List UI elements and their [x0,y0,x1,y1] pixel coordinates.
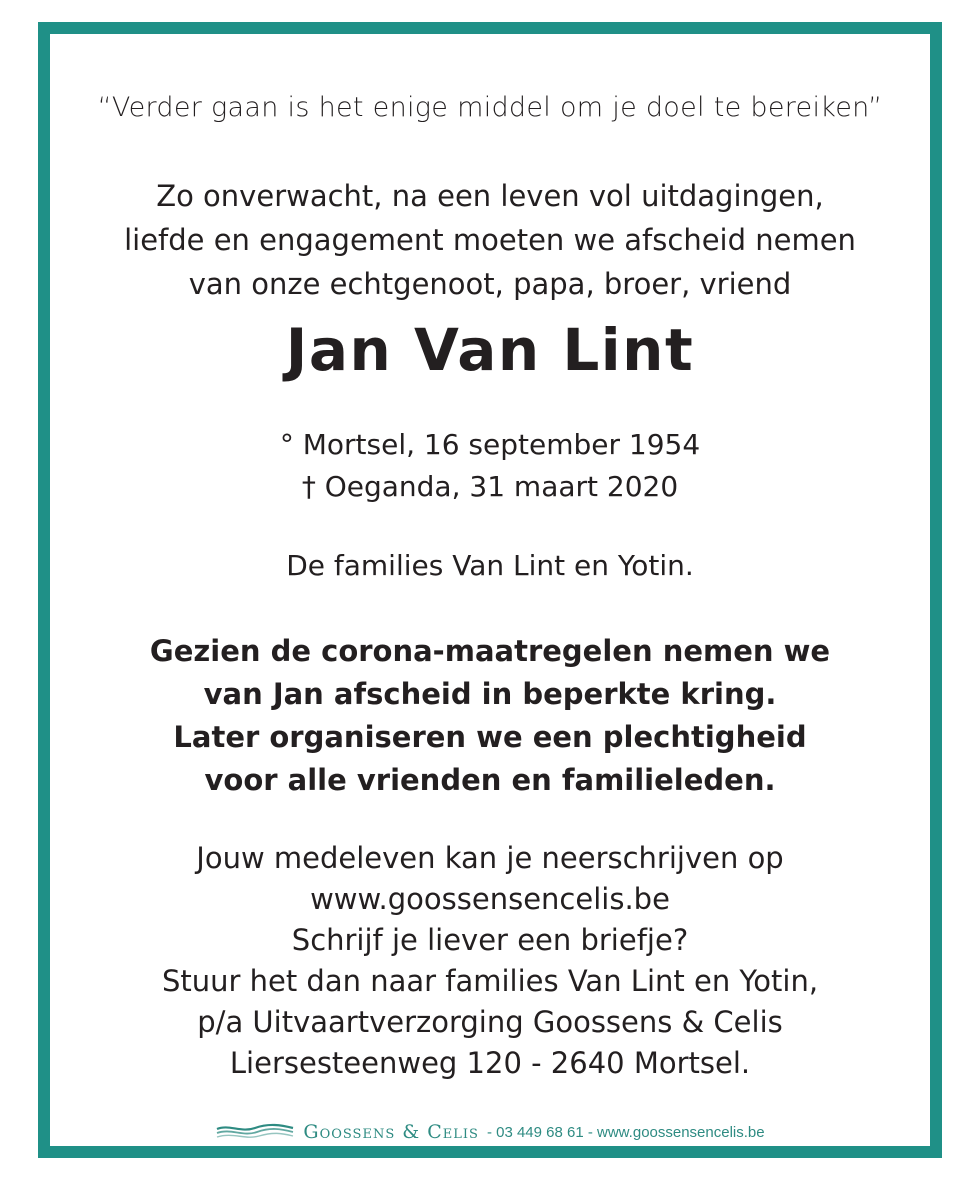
contact-website-link[interactable]: www.goossensencelis.be [310,882,670,916]
intro-line: liefde en engagement moeten we afscheid nemen [124,223,856,257]
condolence-info [50,838,930,1084]
notice-line: van Jan afscheid in beperkte kring. [203,677,777,711]
birth-date: ° Mortsel, 16 september 1954 [279,428,701,461]
contact-line: Stuur het dan naar families Van Lint en Yotin, [161,964,819,998]
footer-contact: - 03 449 68 61 - www.goossensencelis.be [486,1123,765,1141]
waves-logo-icon [215,1122,295,1142]
life-dates [50,424,930,508]
notice-line: Later organiseren we een plechtigheid [173,720,807,754]
intro-text [50,174,930,306]
deceased-name: Jan Van Lint [285,316,695,384]
obituary-frame [38,22,942,1158]
notice-line: voor alle vrienden en familieleden. [204,763,776,797]
contact-line: Jouw medeleven kan je neerschrijven op [196,841,784,875]
notice-line: Gezien de corona-maatregelen nemen we [149,634,831,668]
intro-line: van onze echtgenoot, papa, broer, vriend [188,267,792,301]
brand-name: Goossens & Celis [303,1121,479,1143]
families-line: De families Van Lint en Yotin. [286,549,694,582]
footer [50,1120,930,1144]
corona-notice [50,630,930,802]
quote: “Verder gaan is het enige middel om je doel te bereiken” [97,92,883,123]
intro-line: Zo onverwacht, na een leven vol uitdagingen, [156,179,824,213]
contact-line: p/a Uitvaartverzorging Goossens & Celis [197,1005,783,1039]
contact-line: Liersesteenweg 120 - 2640 Mortsel. [229,1046,751,1080]
death-date: † Oeganda, 31 maart 2020 [301,470,679,503]
contact-line: Schrijf je liever een briefje? [291,923,689,957]
